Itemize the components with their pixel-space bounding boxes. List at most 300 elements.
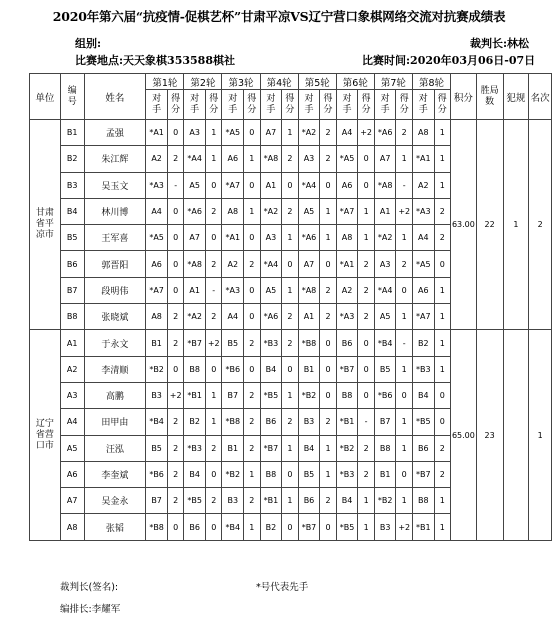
opponent-cell-round-8: *B5 xyxy=(412,409,434,435)
score-cell-round-1: 0 xyxy=(167,251,183,277)
opponent-cell-round-7: *A2 xyxy=(374,225,396,251)
score-cell-round-2: 0 xyxy=(206,461,222,487)
player-name: 王军喜 xyxy=(84,225,146,251)
header-opp-text: 对手 xyxy=(190,93,200,115)
opponent-cell-round-3: B5 xyxy=(222,330,244,356)
table-row xyxy=(30,120,552,146)
opponent-cell-round-8: A2 xyxy=(412,172,434,198)
opponent-cell-round-4: B2 xyxy=(260,514,282,540)
header-wins xyxy=(476,74,503,120)
score-cell-round-8: 1 xyxy=(434,172,450,198)
player-seat: A3 xyxy=(60,382,84,408)
opponent-cell-round-5: *B2 xyxy=(298,382,320,408)
score-cell-round-1: 2 xyxy=(167,461,183,487)
opponent-cell-round-2: B2 xyxy=(184,409,206,435)
score-cell-round-6: +2 xyxy=(358,120,374,146)
opponent-cell-round-8: B2 xyxy=(412,330,434,356)
score-cell-round-2: 2 xyxy=(206,435,222,461)
score-cell-round-8: 0 xyxy=(434,409,450,435)
opponent-cell-round-6: *B7 xyxy=(336,356,358,382)
score-cell-round-3: 1 xyxy=(244,461,260,487)
score-cell-round-5: 0 xyxy=(320,356,336,382)
opponent-cell-round-1: A6 xyxy=(146,251,168,277)
opponent-cell-round-3: A2 xyxy=(222,251,244,277)
score-cell-round-8: 1 xyxy=(434,488,450,514)
score-cell-round-2: 0 xyxy=(206,356,222,382)
score-cell-round-6: 2 xyxy=(358,251,374,277)
score-cell-round-2: 0 xyxy=(206,514,222,540)
header-row-rounds xyxy=(30,74,552,90)
score-cell-round-3: 1 xyxy=(244,198,260,224)
opponent-cell-round-4: *B3 xyxy=(260,330,282,356)
opponent-cell-round-8: B6 xyxy=(412,435,434,461)
score-cell-round-7: 1 xyxy=(396,435,412,461)
opponent-cell-round-2: *A8 xyxy=(184,251,206,277)
opponent-cell-round-3: *B6 xyxy=(222,356,244,382)
score-cell-round-5: 0 xyxy=(320,514,336,540)
opponent-cell-round-5: A7 xyxy=(298,251,320,277)
header-opp-round-8 xyxy=(412,90,434,120)
player-name: 张晓斌 xyxy=(84,304,146,330)
player-seat: A6 xyxy=(60,461,84,487)
opponent-cell-round-6: B4 xyxy=(336,488,358,514)
header-wins-text: 胜局数 xyxy=(480,85,499,107)
group-label: 组别: xyxy=(75,37,102,50)
score-cell-round-5: 0 xyxy=(320,330,336,356)
opponent-cell-round-3: *B8 xyxy=(222,409,244,435)
header-unit: 单位 xyxy=(30,74,61,120)
header-pts-text: 得分 xyxy=(399,93,409,115)
opponent-cell-round-8: *A1 xyxy=(412,146,434,172)
team-total: 65.00 xyxy=(451,330,477,540)
header-round-5: 第5轮 xyxy=(298,74,336,90)
opponent-cell-round-6: *A7 xyxy=(336,198,358,224)
header-pts-round-3 xyxy=(244,90,260,120)
team-wins: 23 xyxy=(476,330,503,540)
opponent-cell-round-3: A8 xyxy=(222,198,244,224)
header-pts-round-8 xyxy=(434,90,450,120)
score-cell-round-8: 1 xyxy=(434,277,450,303)
score-cell-round-4: 1 xyxy=(282,120,298,146)
score-cell-round-1: 2 xyxy=(167,488,183,514)
opponent-cell-round-8: A8 xyxy=(412,120,434,146)
opponent-cell-round-2: A5 xyxy=(184,172,206,198)
score-cell-round-2: 0 xyxy=(206,172,222,198)
score-cell-round-5: 2 xyxy=(320,277,336,303)
player-seat: A8 xyxy=(60,514,84,540)
opponent-cell-round-4: B6 xyxy=(260,409,282,435)
opponent-cell-round-2: *B7 xyxy=(184,330,206,356)
score-cell-round-5: 0 xyxy=(320,382,336,408)
header-opp-round-3 xyxy=(222,90,244,120)
score-cell-round-7: +2 xyxy=(396,198,412,224)
opponent-cell-round-3: B7 xyxy=(222,382,244,408)
opponent-cell-round-1: B5 xyxy=(146,435,168,461)
opponent-cell-round-7: B5 xyxy=(374,356,396,382)
score-cell-round-3: 0 xyxy=(244,120,260,146)
score-cell-round-8: 1 xyxy=(434,146,450,172)
opponent-cell-round-1: B1 xyxy=(146,330,168,356)
score-cell-round-8: 2 xyxy=(434,461,450,487)
player-seat: B7 xyxy=(60,277,84,303)
opponent-cell-round-4: A7 xyxy=(260,120,282,146)
player-name: 李奎斌 xyxy=(84,461,146,487)
opponent-cell-round-2: B8 xyxy=(184,356,206,382)
opponent-cell-round-1: *B6 xyxy=(146,461,168,487)
header-round-1: 第1轮 xyxy=(146,74,184,90)
player-name: 李清顺 xyxy=(84,356,146,382)
score-cell-round-2: 1 xyxy=(206,146,222,172)
opponent-cell-round-7: *B2 xyxy=(374,488,396,514)
header-round-6: 第6轮 xyxy=(336,74,374,90)
opponent-cell-round-5: *B7 xyxy=(298,514,320,540)
score-cell-round-7: 0 xyxy=(396,461,412,487)
score-cell-round-8: 1 xyxy=(434,514,450,540)
header-pts-text: 得分 xyxy=(209,93,219,115)
player-name: 朱江辉 xyxy=(84,146,146,172)
score-cell-round-6: 2 xyxy=(358,277,374,303)
opponent-cell-round-8: *B3 xyxy=(412,356,434,382)
opponent-cell-round-8: B8 xyxy=(412,488,434,514)
score-cell-round-5: 2 xyxy=(320,304,336,330)
opponent-cell-round-5: A5 xyxy=(298,198,320,224)
opponent-cell-round-1: B7 xyxy=(146,488,168,514)
player-name: 林川博 xyxy=(84,198,146,224)
score-cell-round-6: 1 xyxy=(358,488,374,514)
score-cell-round-3: 2 xyxy=(244,330,260,356)
score-cell-round-5: 2 xyxy=(320,120,336,146)
opponent-cell-round-3: *A1 xyxy=(222,225,244,251)
score-cell-round-7: 1 xyxy=(396,409,412,435)
player-seat: B3 xyxy=(60,172,84,198)
opponent-cell-round-8: *A7 xyxy=(412,304,434,330)
opponent-cell-round-4: A5 xyxy=(260,277,282,303)
player-seat: B8 xyxy=(60,304,84,330)
player-seat: B5 xyxy=(60,225,84,251)
venue-label: 比赛地点:天天象棋353588棋社 xyxy=(75,54,235,67)
header-seat-text: 编号 xyxy=(67,85,77,107)
opponent-cell-round-3: B3 xyxy=(222,488,244,514)
score-cell-round-3: 0 xyxy=(244,356,260,382)
player-name: 高鹏 xyxy=(84,382,146,408)
opponent-cell-round-5: A1 xyxy=(298,304,320,330)
score-cell-round-4: 2 xyxy=(282,304,298,330)
header-opp-round-5 xyxy=(298,90,320,120)
score-cell-round-2: 2 xyxy=(206,198,222,224)
opponent-cell-round-6: *A3 xyxy=(336,304,358,330)
score-cell-round-7: 2 xyxy=(396,120,412,146)
player-name: 郭晋阳 xyxy=(84,251,146,277)
score-cell-round-1: 0 xyxy=(167,514,183,540)
opponent-cell-round-3: *B2 xyxy=(222,461,244,487)
opponent-cell-round-2: *B5 xyxy=(184,488,206,514)
opponent-cell-round-3: A4 xyxy=(222,304,244,330)
score-cell-round-2: 1 xyxy=(206,120,222,146)
opponent-cell-round-7: *A4 xyxy=(374,277,396,303)
score-cell-round-5: 1 xyxy=(320,461,336,487)
player-name: 田甲由 xyxy=(84,409,146,435)
opponent-cell-round-5: B1 xyxy=(298,356,320,382)
score-cell-round-1: 0 xyxy=(167,120,183,146)
opponent-cell-round-5: *B8 xyxy=(298,330,320,356)
opponent-cell-round-6: *B2 xyxy=(336,435,358,461)
score-cell-round-1: 0 xyxy=(167,225,183,251)
score-cell-round-5: 2 xyxy=(320,488,336,514)
opponent-cell-round-1: A4 xyxy=(146,198,168,224)
opponent-cell-round-7: B8 xyxy=(374,435,396,461)
score-cell-round-8: 1 xyxy=(434,356,450,382)
team-unit-cell xyxy=(30,120,61,330)
opponent-cell-round-4: *B5 xyxy=(260,382,282,408)
score-cell-round-5: 0 xyxy=(320,172,336,198)
score-cell-round-2: 2 xyxy=(206,488,222,514)
header-rank: 名次 xyxy=(529,74,552,120)
opponent-cell-round-7: A1 xyxy=(374,198,396,224)
opponent-cell-round-1: A2 xyxy=(146,146,168,172)
score-cell-round-4: 0 xyxy=(282,514,298,540)
score-cell-round-4: 1 xyxy=(282,277,298,303)
scheduler-label: 编排长:李耀军 xyxy=(60,604,121,615)
opponent-cell-round-7: A5 xyxy=(374,304,396,330)
arbiter-label: 裁判长:林松 xyxy=(470,37,530,50)
score-cell-round-6: 1 xyxy=(358,514,374,540)
arbiter-signature-label: 裁判长(签名): xyxy=(60,582,119,593)
player-seat: B2 xyxy=(60,146,84,172)
opponent-cell-round-7: A7 xyxy=(374,146,396,172)
opponent-cell-round-8: *B7 xyxy=(412,461,434,487)
score-cell-round-4: 1 xyxy=(282,488,298,514)
score-cell-round-4: 2 xyxy=(282,198,298,224)
opponent-cell-round-8: A6 xyxy=(412,277,434,303)
opponent-cell-round-6: *B1 xyxy=(336,409,358,435)
team-rank: 2 xyxy=(529,120,552,330)
opponent-cell-round-4: B4 xyxy=(260,356,282,382)
header-name: 姓名 xyxy=(84,74,146,120)
score-cell-round-6: 0 xyxy=(358,330,374,356)
score-cell-round-1: 2 xyxy=(167,304,183,330)
header-round-8: 第8轮 xyxy=(412,74,450,90)
opponent-cell-round-7: *A6 xyxy=(374,120,396,146)
team-foul: 1 xyxy=(503,120,529,330)
score-cell-round-4: 1 xyxy=(282,382,298,408)
opponent-cell-round-8: B4 xyxy=(412,382,434,408)
score-cell-round-2: 1 xyxy=(206,382,222,408)
page-title: 2020年第六届“抗疫情-促棋艺杯”甘肃平凉VS辽宁营口象棋网络交流对抗赛成绩表 xyxy=(52,9,506,24)
player-seat: B6 xyxy=(60,251,84,277)
header-pts-text: 得分 xyxy=(323,93,333,115)
opponent-cell-round-1: *A3 xyxy=(146,172,168,198)
team-rank: 1 xyxy=(529,330,552,540)
score-cell-round-2: 0 xyxy=(206,225,222,251)
opponent-cell-round-5: *A4 xyxy=(298,172,320,198)
opponent-cell-round-3: *A7 xyxy=(222,172,244,198)
score-cell-round-7: 1 xyxy=(396,304,412,330)
score-cell-round-6: - xyxy=(358,409,374,435)
player-seat: B1 xyxy=(60,120,84,146)
team-total: 63.00 xyxy=(451,120,477,330)
header-opp-text: 对手 xyxy=(418,93,428,115)
opponent-cell-round-2: A7 xyxy=(184,225,206,251)
score-cell-round-6: 1 xyxy=(358,198,374,224)
score-cell-round-1: 2 xyxy=(167,409,183,435)
score-cell-round-6: 0 xyxy=(358,356,374,382)
score-cell-round-8: 1 xyxy=(434,120,450,146)
player-name: 汪泓 xyxy=(84,435,146,461)
opponent-cell-round-7: *A8 xyxy=(374,172,396,198)
score-cell-round-5: 1 xyxy=(320,435,336,461)
opponent-cell-round-5: A3 xyxy=(298,146,320,172)
opponent-cell-round-1: *B2 xyxy=(146,356,168,382)
score-cell-round-8: 2 xyxy=(434,225,450,251)
opponent-cell-round-6: *B5 xyxy=(336,514,358,540)
header-pts-round-7 xyxy=(396,90,412,120)
header-pts-text: 得分 xyxy=(285,93,295,115)
opponent-cell-round-7: *B6 xyxy=(374,382,396,408)
header-opp-round-6 xyxy=(336,90,358,120)
score-cell-round-3: 0 xyxy=(244,172,260,198)
player-seat: B4 xyxy=(60,198,84,224)
header-seat xyxy=(60,74,84,120)
opponent-cell-round-4: A1 xyxy=(260,172,282,198)
score-cell-round-1: - xyxy=(167,172,183,198)
header-pts-round-4 xyxy=(282,90,298,120)
header-opp-round-4 xyxy=(260,90,282,120)
header-round-4: 第4轮 xyxy=(260,74,298,90)
opponent-cell-round-6: *A5 xyxy=(336,146,358,172)
first-move-note: *号代表先手 xyxy=(256,582,309,593)
opponent-cell-round-2: A1 xyxy=(184,277,206,303)
opponent-cell-round-7: B7 xyxy=(374,409,396,435)
header-pts-round-5 xyxy=(320,90,336,120)
score-cell-round-3: 2 xyxy=(244,382,260,408)
score-cell-round-1: 0 xyxy=(167,356,183,382)
score-cell-round-3: 0 xyxy=(244,277,260,303)
player-name: 吴金永 xyxy=(84,488,146,514)
score-cell-round-6: 2 xyxy=(358,461,374,487)
player-name: 张韬 xyxy=(84,514,146,540)
score-cell-round-4: 2 xyxy=(282,146,298,172)
score-cell-round-7: 1 xyxy=(396,488,412,514)
score-cell-round-4: 0 xyxy=(282,251,298,277)
header-foul: 犯规 xyxy=(503,74,529,120)
player-seat: A7 xyxy=(60,488,84,514)
player-seat: A1 xyxy=(60,330,84,356)
score-cell-round-1: +2 xyxy=(167,382,183,408)
score-cell-round-3: 2 xyxy=(244,435,260,461)
header-opp-round-1 xyxy=(146,90,168,120)
opponent-cell-round-8: *B1 xyxy=(412,514,434,540)
score-cell-round-6: 0 xyxy=(358,382,374,408)
team-foul xyxy=(503,330,529,540)
score-cell-round-8: 2 xyxy=(434,435,450,461)
opponent-cell-round-1: A8 xyxy=(146,304,168,330)
score-cell-round-8: 1 xyxy=(434,330,450,356)
opponent-cell-round-1: *A1 xyxy=(146,120,168,146)
player-seat: A5 xyxy=(60,435,84,461)
score-cell-round-6: 0 xyxy=(358,146,374,172)
score-cell-round-5: 0 xyxy=(320,251,336,277)
score-cell-round-7: 1 xyxy=(396,356,412,382)
opponent-cell-round-7: B3 xyxy=(374,514,396,540)
opponent-cell-round-5: B3 xyxy=(298,409,320,435)
score-cell-round-3: 2 xyxy=(244,251,260,277)
score-cell-round-4: 1 xyxy=(282,225,298,251)
score-table xyxy=(29,73,552,541)
opponent-cell-round-8: *A5 xyxy=(412,251,434,277)
score-cell-round-7: +2 xyxy=(396,514,412,540)
team-unit: 甘肃省平凉市 xyxy=(35,208,54,241)
opponent-cell-round-3: *A5 xyxy=(222,120,244,146)
header-opp-text: 对手 xyxy=(304,93,314,115)
score-cell-round-2: +2 xyxy=(206,330,222,356)
score-cell-round-4: 1 xyxy=(282,435,298,461)
header-pts-round-1 xyxy=(167,90,183,120)
team-unit: 辽宁省营口市 xyxy=(35,418,54,451)
score-cell-round-8: 0 xyxy=(434,382,450,408)
player-name: 段明伟 xyxy=(84,277,146,303)
score-cell-round-7: 1 xyxy=(396,146,412,172)
score-cell-round-1: 2 xyxy=(167,435,183,461)
opponent-cell-round-5: B4 xyxy=(298,435,320,461)
score-cell-round-6: 1 xyxy=(358,225,374,251)
opponent-cell-round-2: *A6 xyxy=(184,198,206,224)
opponent-cell-round-4: A3 xyxy=(260,225,282,251)
opponent-cell-round-2: A3 xyxy=(184,120,206,146)
score-cell-round-8: 1 xyxy=(434,304,450,330)
score-cell-round-6: 2 xyxy=(358,304,374,330)
score-cell-round-6: 2 xyxy=(358,435,374,461)
score-cell-round-1: 2 xyxy=(167,330,183,356)
header-opp-text: 对手 xyxy=(342,93,352,115)
score-cell-round-1: 0 xyxy=(167,277,183,303)
player-seat: A4 xyxy=(60,409,84,435)
opponent-cell-round-1: *A7 xyxy=(146,277,168,303)
header-round-3: 第3轮 xyxy=(222,74,260,90)
score-cell-round-2: 2 xyxy=(206,304,222,330)
header-pts-text: 得分 xyxy=(247,93,257,115)
score-cell-round-7: - xyxy=(396,172,412,198)
header-total: 积分 xyxy=(451,74,477,120)
opponent-cell-round-3: *B4 xyxy=(222,514,244,540)
header-pts-text: 得分 xyxy=(171,93,181,115)
opponent-cell-round-6: A6 xyxy=(336,172,358,198)
table-row xyxy=(30,330,552,356)
team-wins: 22 xyxy=(476,120,503,330)
header-round-2: 第2轮 xyxy=(184,74,222,90)
opponent-cell-round-1: B3 xyxy=(146,382,168,408)
score-cell-round-8: 2 xyxy=(434,198,450,224)
score-cell-round-3: 0 xyxy=(244,304,260,330)
time-label: 比赛时间:2020年03月06日-07日 xyxy=(362,54,536,67)
opponent-cell-round-8: *A3 xyxy=(412,198,434,224)
score-cell-round-4: 2 xyxy=(282,409,298,435)
opponent-cell-round-5: B6 xyxy=(298,488,320,514)
score-cell-round-5: 1 xyxy=(320,198,336,224)
score-cell-round-8: 0 xyxy=(434,251,450,277)
score-cell-round-4: 0 xyxy=(282,356,298,382)
opponent-cell-round-5: B5 xyxy=(298,461,320,487)
opponent-cell-round-2: *B1 xyxy=(184,382,206,408)
opponent-cell-round-6: A8 xyxy=(336,225,358,251)
opponent-cell-round-7: B1 xyxy=(374,461,396,487)
score-cell-round-3: 0 xyxy=(244,225,260,251)
header-opp-round-7 xyxy=(374,90,396,120)
opponent-cell-round-4: B8 xyxy=(260,461,282,487)
opponent-cell-round-6: B6 xyxy=(336,330,358,356)
opponent-cell-round-4: *A2 xyxy=(260,198,282,224)
opponent-cell-round-4: *A8 xyxy=(260,146,282,172)
score-cell-round-1: 0 xyxy=(167,198,183,224)
